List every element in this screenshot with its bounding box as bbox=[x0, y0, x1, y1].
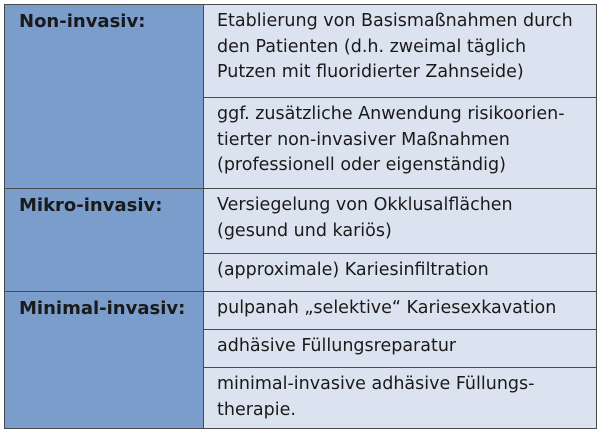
measure-line: den Patienten (d.h. zweimal täglich bbox=[217, 36, 527, 57]
measure-line: therapie. bbox=[217, 399, 296, 420]
category-minimal-invasive: Minimal-invasiv: bbox=[5, 292, 204, 429]
measure-line: Etablierung von Basismaßnahmen durch bbox=[217, 11, 573, 31]
table-row bbox=[5, 5, 597, 98]
category-micro-invasive: Mikro-invasiv: bbox=[5, 189, 204, 292]
measure-line: (gesund und kariös) bbox=[217, 220, 392, 241]
measure-cell bbox=[204, 189, 597, 254]
measure-line: (professionell oder eigenständig) bbox=[217, 155, 506, 175]
measure-line: Putzen mit fluoridierter Zahnseide) bbox=[217, 62, 524, 82]
measure-cell bbox=[204, 368, 597, 429]
measure-line: pulpanah „selektive“ Kariesexkavation bbox=[217, 298, 557, 318]
measure-line: Versiegelung von Okklusalflächen bbox=[217, 195, 513, 215]
measure-cell bbox=[204, 330, 597, 368]
measure-cell bbox=[204, 254, 597, 292]
measure-line: (approximale) Kariesinfiltration bbox=[217, 260, 489, 280]
table-row bbox=[5, 292, 597, 330]
measure-cell bbox=[204, 292, 597, 330]
measure-cell bbox=[204, 5, 597, 98]
measure-line: minimal-invasive adhäsive Füllungs- bbox=[217, 374, 535, 394]
measure-line: adhäsive Füllungsreparatur bbox=[217, 336, 457, 356]
table-row bbox=[5, 189, 597, 254]
measure-line: ggf. zusätzliche Anwendung risikoorien- bbox=[217, 104, 565, 124]
measure-line: tierter non-invasiver Maßnahmen bbox=[217, 129, 510, 150]
treatment-table-container bbox=[4, 4, 596, 428]
invasiveness-table bbox=[4, 4, 597, 429]
measure-cell bbox=[204, 98, 597, 189]
category-non-invasive: Non-invasiv: bbox=[5, 5, 204, 189]
